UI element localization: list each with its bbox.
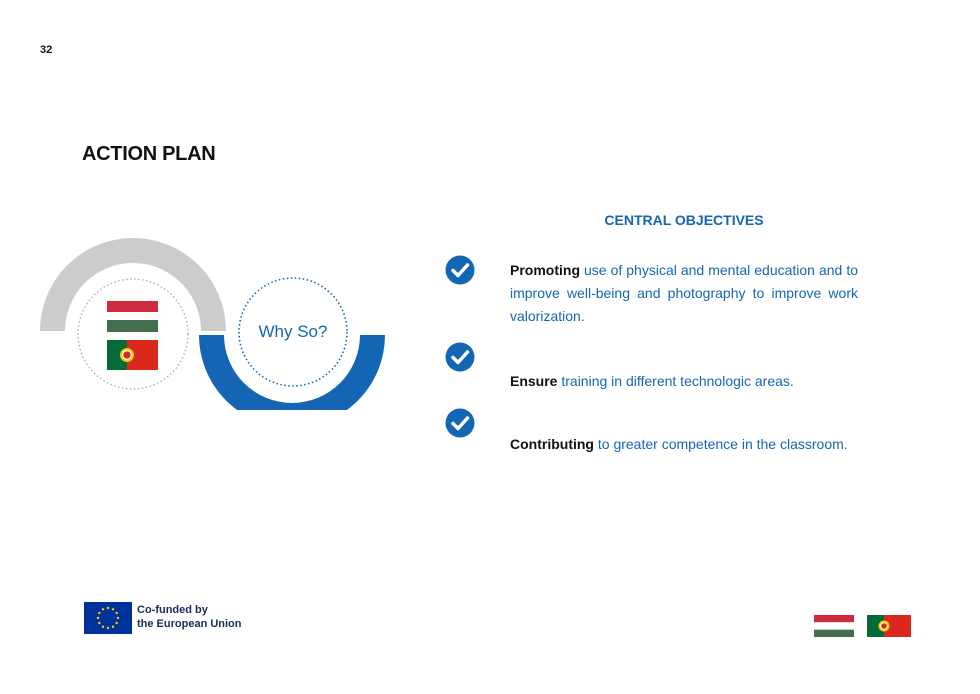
eu-line-1: Co-funded by xyxy=(137,604,208,616)
portugal-flag-icon xyxy=(107,340,158,370)
objectives-heading: CENTRAL OBJECTIVES xyxy=(604,212,764,228)
objective-text: use of physical and mental education and to improve well-being and photography to improve work valorization. xyxy=(510,262,859,324)
hungary-flag-icon xyxy=(107,301,158,332)
page-title: ACTION PLAN xyxy=(82,143,216,165)
objective-lead: Promoting xyxy=(510,262,580,278)
hungary-flag-icon xyxy=(814,615,854,637)
objective-item-3 xyxy=(510,433,858,456)
check-circle-icon xyxy=(445,342,475,372)
left-dotted-circle xyxy=(78,279,188,389)
page-number: 32 xyxy=(40,44,53,56)
objective-lead: Contributing xyxy=(510,436,594,452)
objective-text: training in different technologic areas. xyxy=(561,373,794,389)
check-circle-icon xyxy=(445,255,475,285)
objective-item-2 xyxy=(510,370,858,393)
objective-text: to greater competence in the classroom. xyxy=(597,436,848,452)
eu-flag-icon xyxy=(84,602,132,634)
eu-cofunded-text xyxy=(137,603,242,631)
objective-lead: Ensure xyxy=(510,373,558,389)
portugal-flag-icon xyxy=(867,615,911,637)
why-so-label: Why So? xyxy=(258,322,328,341)
objective-item-1 xyxy=(510,259,858,328)
eu-line-2: the European Union xyxy=(137,618,242,630)
check-circle-icon xyxy=(445,408,475,438)
